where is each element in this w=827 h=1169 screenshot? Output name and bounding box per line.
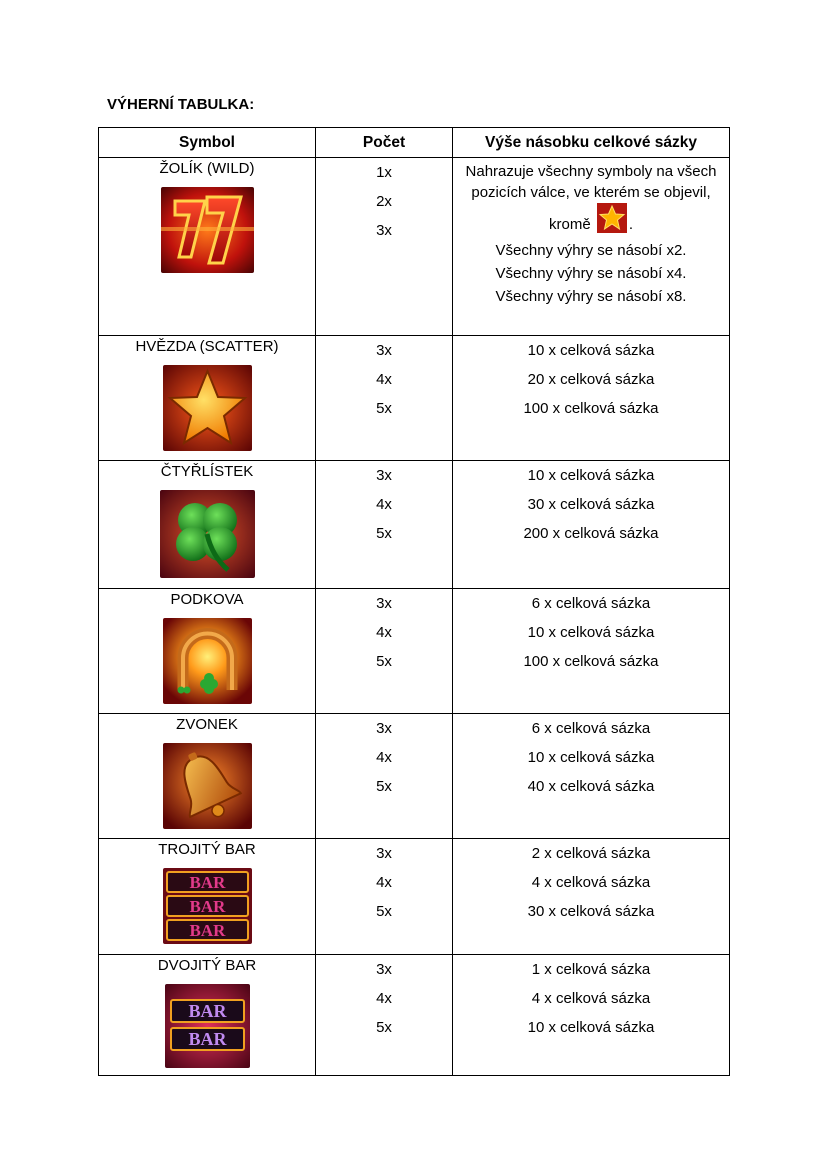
payout-value: 200 x celková sázka [523, 525, 659, 542]
column-header-multiplier: Výše násobku celkové sázky [453, 128, 730, 158]
payout-value: 40 x celková sázka [527, 778, 655, 795]
payout-value: 10 x celková sázka [527, 624, 655, 641]
svg-text:BAR: BAR [189, 897, 225, 916]
payout-value: 30 x celková sázka [527, 496, 655, 513]
payout-value: 100 x celková sázka [523, 653, 659, 670]
count-value: 5x [376, 400, 392, 417]
count-value: 3x [376, 720, 392, 737]
column-header-symbol: Symbol [99, 128, 316, 158]
payout-value: 100 x celková sázka [523, 400, 659, 417]
payout-value: 2 x celková sázka [531, 845, 651, 862]
count-cell [316, 714, 453, 839]
symbol-cell [99, 955, 316, 1076]
wild-description-end: . [628, 216, 634, 233]
count-value: 4x [376, 874, 392, 891]
wild-description-text: Nahrazuje všechny symboly na všech pozicích válce, ve kterém se objevil, kromě [465, 163, 717, 233]
table-row [99, 336, 730, 461]
count-value: 3x [376, 961, 392, 978]
table-row-wild [99, 158, 730, 336]
count-value: 4x [376, 624, 392, 641]
count-value: 4x [376, 749, 392, 766]
table-row [99, 955, 730, 1076]
wild-multiplier: Všechny výhry se násobí x4. [495, 265, 687, 282]
count-value: 4x [376, 371, 392, 388]
clover-icon [160, 490, 255, 578]
payout-value: 6 x celková sázka [531, 595, 651, 612]
payout-value: 10 x celková sázka [527, 1019, 655, 1036]
paytable-heading: VÝHERNÍ TABULKA: [107, 96, 255, 113]
symbol-name: ČTYŘLÍSTEK [160, 463, 254, 480]
symbol-name: HVĚZDA (SCATTER) [135, 338, 279, 355]
bell-icon [163, 743, 252, 829]
symbol-cell [99, 839, 316, 955]
count-cell [316, 955, 453, 1076]
payout-value: 1 x celková sázka [531, 961, 651, 978]
count-value: 2x [376, 193, 392, 210]
payout-cell [453, 461, 730, 589]
symbol-name: DVOJITÝ BAR [157, 957, 257, 974]
count-value: 5x [376, 1019, 392, 1036]
payout-value: 6 x celková sázka [531, 720, 651, 737]
symbol-cell [99, 714, 316, 839]
count-value: 5x [376, 778, 392, 795]
payout-value: 20 x celková sázka [527, 371, 655, 388]
wild-multipliers [453, 235, 729, 308]
count-cell [316, 839, 453, 955]
paytable [98, 127, 730, 1076]
count-cell [316, 461, 453, 589]
symbol-cell [99, 336, 316, 461]
count-cell [316, 589, 453, 714]
count-value: 1x [376, 164, 392, 181]
star-icon [163, 365, 252, 451]
count-value: 3x [376, 467, 392, 484]
symbol-name: ZVONEK [176, 716, 238, 733]
table-row [99, 461, 730, 589]
payout-cell [453, 589, 730, 714]
payout-cell [453, 839, 730, 955]
svg-text:BAR: BAR [189, 921, 225, 940]
triple-bar-icon [163, 868, 252, 944]
count-value: 4x [376, 496, 392, 513]
payout-cell [453, 336, 730, 461]
count-value: 3x [376, 342, 392, 359]
svg-text:BAR: BAR [187, 1029, 227, 1049]
count-value: 3x [376, 845, 392, 862]
count-cell [316, 336, 453, 461]
svg-text:BAR: BAR [187, 1001, 227, 1021]
wild-multiplier: Všechny výhry se násobí x2. [495, 242, 687, 259]
symbol-name: PODKOVA [170, 591, 244, 608]
wild-description-cell [453, 158, 730, 336]
symbol-cell [99, 461, 316, 589]
svg-text:BAR: BAR [189, 873, 225, 892]
count-value: 3x [376, 595, 392, 612]
horseshoe-icon [163, 618, 252, 704]
payout-cell [453, 714, 730, 839]
count-value: 5x [376, 653, 392, 670]
table-row [99, 839, 730, 955]
wild-description [453, 158, 729, 235]
payout-value: 4 x celková sázka [531, 990, 651, 1007]
paytable-header-row [99, 128, 730, 158]
payout-value: 4 x celková sázka [531, 874, 651, 891]
symbol-name: ŽOLÍK (WILD) [159, 160, 255, 177]
table-row [99, 714, 730, 839]
payout-value: 10 x celková sázka [527, 342, 655, 359]
symbol-cell [99, 158, 316, 336]
table-row [99, 589, 730, 714]
wild-multiplier: Všechny výhry se násobí x8. [495, 288, 687, 305]
symbol-cell [99, 589, 316, 714]
symbol-name: TROJITÝ BAR [158, 841, 256, 858]
column-header-count: Počet [316, 128, 453, 158]
count-value: 4x [376, 990, 392, 1007]
payout-cell [453, 955, 730, 1076]
seven-icon [161, 187, 254, 273]
count-value: 5x [376, 525, 392, 542]
payout-value: 10 x celková sázka [527, 467, 655, 484]
count-value: 5x [376, 903, 392, 920]
payout-value: 30 x celková sázka [527, 903, 655, 920]
star-scatter-icon [597, 203, 627, 233]
count-cell [316, 158, 453, 336]
double-bar-icon [165, 984, 250, 1068]
count-value: 3x [376, 222, 392, 239]
payout-value: 10 x celková sázka [527, 749, 655, 766]
